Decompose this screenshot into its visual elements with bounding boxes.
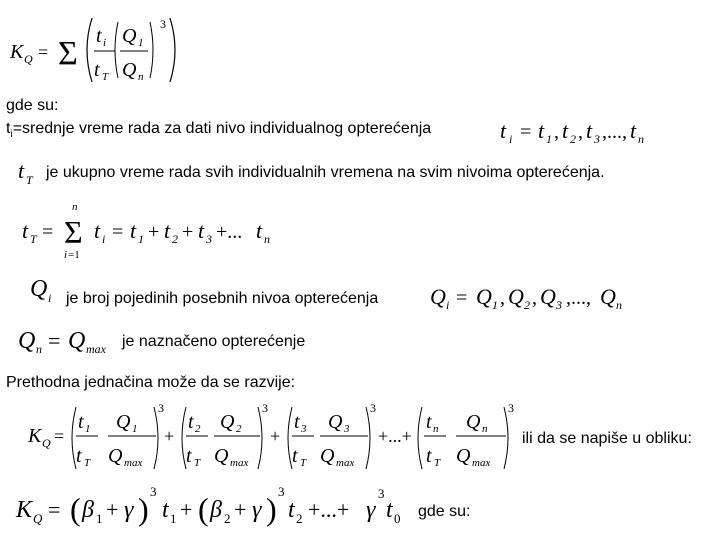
svg-text:,: ,	[578, 121, 583, 143]
svg-text:2: 2	[172, 232, 178, 246]
svg-text:γ: γ	[124, 497, 134, 523]
svg-text:Q: Q	[108, 445, 123, 467]
svg-text:t: t	[186, 445, 192, 467]
formula-kq-sum	[9, 17, 175, 83]
svg-text:1: 1	[132, 423, 138, 435]
svg-text:=: =	[112, 221, 124, 243]
svg-text:K: K	[28, 425, 42, 447]
svg-text:t: t	[426, 411, 432, 433]
svg-text:t: t	[18, 158, 25, 183]
svg-text:,...,: ,...,	[602, 121, 627, 143]
svg-text:,: ,	[500, 287, 505, 309]
svg-text:Q: Q	[122, 59, 137, 81]
svg-text:+: +	[106, 497, 119, 522]
svg-text:max: max	[124, 457, 143, 469]
svg-text:t: t	[292, 445, 298, 467]
formula-ti-list	[500, 118, 644, 146]
svg-text:n: n	[72, 201, 78, 213]
svg-text:t: t	[500, 118, 507, 143]
svg-text:3: 3	[160, 17, 166, 31]
svg-text:t: t	[162, 497, 169, 523]
svg-text:1: 1	[492, 298, 498, 312]
qn-definition: je naznačeno opterećenje	[122, 333, 306, 350]
svg-text:γ: γ	[366, 497, 376, 523]
svg-text:3: 3	[158, 401, 164, 415]
svg-text:3: 3	[508, 401, 514, 415]
formula-qi-list	[430, 284, 622, 312]
formula-kq-expanded	[27, 401, 514, 469]
svg-text:+...: +...	[216, 221, 243, 243]
svg-text:2: 2	[524, 298, 530, 312]
svg-text:3: 3	[344, 423, 350, 435]
svg-text:t: t	[22, 218, 29, 243]
svg-text:n: n	[433, 423, 439, 435]
svg-text:n: n	[616, 298, 622, 312]
svg-text:=: =	[54, 426, 65, 446]
prethodna-label: Prethodna jednačina može da se razvije:	[6, 374, 296, 391]
svg-text:t: t	[426, 445, 432, 467]
formula-kq-beta	[15, 484, 401, 527]
svg-text:t: t	[294, 411, 300, 433]
svg-text:1: 1	[546, 132, 552, 146]
svg-text:t: t	[130, 218, 137, 243]
svg-text:T: T	[102, 71, 109, 83]
svg-text:i: i	[103, 37, 107, 49]
svg-text:max: max	[86, 342, 106, 356]
svg-text:Q: Q	[33, 511, 43, 526]
svg-text:Q: Q	[456, 445, 471, 467]
svg-text:Q: Q	[540, 284, 556, 309]
svg-text:3: 3	[594, 132, 600, 146]
ti-prefix: t	[6, 120, 11, 137]
svg-text:t: t	[96, 25, 102, 47]
svg-text:Q: Q	[116, 411, 131, 433]
svg-text:i: i	[48, 291, 52, 305]
svg-text:+: +	[164, 426, 175, 446]
svg-text:,: ,	[554, 121, 559, 143]
svg-text:Q: Q	[320, 445, 335, 467]
svg-text:+...+: +...+	[378, 426, 412, 446]
svg-text:(: (	[70, 491, 81, 527]
svg-text:3: 3	[206, 232, 212, 246]
svg-text:3: 3	[556, 298, 562, 312]
svg-text:=: =	[48, 497, 61, 522]
svg-text:2: 2	[296, 511, 303, 526]
svg-text:Q: Q	[508, 284, 524, 309]
tt-definition: je ukupno vreme rada svih individualnih vremena na svim nivoima opterećenja.	[46, 164, 605, 181]
svg-text:Σ: Σ	[64, 214, 83, 250]
gde-su-label: gde su:	[6, 97, 59, 114]
svg-text:=: =	[520, 121, 532, 143]
svg-text:3: 3	[301, 423, 307, 435]
qi-definition: je broj pojedinih posebnih nivoa opterećenja	[66, 290, 379, 307]
svg-text:max: max	[336, 457, 355, 469]
svg-text:T: T	[300, 457, 307, 469]
svg-text:+: +	[148, 221, 160, 243]
svg-text:T: T	[26, 173, 33, 187]
svg-text:3: 3	[150, 484, 157, 499]
svg-text:1: 1	[138, 232, 144, 246]
svg-text:Q: Q	[476, 284, 492, 309]
svg-text:t: t	[562, 118, 569, 143]
svg-text:Q: Q	[430, 284, 446, 309]
svg-text:T: T	[434, 457, 441, 469]
svg-text:Q: Q	[466, 411, 481, 433]
svg-text:t: t	[256, 218, 263, 243]
svg-text:3: 3	[278, 484, 285, 499]
svg-text:n: n	[482, 423, 488, 435]
svg-text:i: i	[509, 132, 513, 146]
svg-text:2: 2	[570, 132, 576, 146]
svg-text:t: t	[538, 118, 545, 143]
svg-text:1: 1	[85, 423, 91, 435]
svg-text:+: +	[270, 426, 281, 446]
formula-tt-symbol	[18, 158, 34, 187]
svg-text:3: 3	[378, 486, 385, 501]
svg-text:+: +	[182, 221, 194, 243]
svg-text:+: +	[234, 497, 247, 522]
svg-text:Q: Q	[122, 25, 137, 47]
svg-text:t: t	[630, 118, 637, 143]
ti-sub: i	[10, 129, 13, 141]
svg-text:1: 1	[96, 511, 103, 526]
svg-text:=: =	[38, 42, 49, 62]
svg-text:2: 2	[236, 423, 242, 435]
svg-text:=: =	[48, 328, 61, 353]
svg-text:+: +	[180, 497, 193, 522]
svg-text:i: i	[102, 232, 106, 246]
formula-qi-symbol	[30, 276, 51, 305]
svg-text:t: t	[288, 497, 295, 523]
svg-text:n: n	[138, 71, 144, 83]
svg-text:t: t	[586, 118, 593, 143]
svg-text:γ: γ	[252, 497, 262, 523]
svg-text:Q: Q	[18, 328, 36, 354]
svg-text:t: t	[76, 445, 82, 467]
svg-text:Q: Q	[24, 52, 33, 66]
svg-text:t: t	[198, 218, 205, 243]
svg-text:n: n	[638, 132, 644, 146]
svg-text:(: (	[198, 491, 209, 527]
svg-text:T: T	[30, 232, 37, 246]
svg-text:T: T	[84, 457, 91, 469]
svg-text:Q: Q	[30, 276, 48, 302]
formula-qn-qmax	[18, 328, 107, 356]
svg-text:max: max	[230, 457, 249, 469]
svg-text:t: t	[386, 497, 393, 523]
svg-text:t: t	[78, 411, 84, 433]
svg-text:K: K	[10, 41, 24, 63]
svg-text:β: β	[210, 497, 222, 523]
svg-text:1: 1	[170, 511, 177, 526]
svg-text:,...,: ,...,	[566, 287, 591, 309]
svg-text:Q: Q	[220, 411, 235, 433]
svg-text:t: t	[94, 218, 101, 243]
svg-text:n: n	[36, 342, 42, 356]
svg-text:+...+: +...+	[308, 497, 350, 522]
svg-text:Σ: Σ	[58, 35, 78, 72]
svg-text:0: 0	[394, 511, 401, 526]
svg-text:β: β	[82, 497, 94, 523]
ti-desc: =srednje vreme rada za dati nivo individualnog opterećenja	[12, 120, 432, 137]
svg-text:=: =	[456, 287, 468, 309]
svg-text:3: 3	[262, 401, 268, 415]
svg-text:T: T	[194, 457, 201, 469]
svg-text:Q: Q	[42, 436, 51, 450]
svg-text:): )	[266, 491, 277, 527]
svg-text:t: t	[188, 411, 194, 433]
svg-text:=: =	[42, 221, 54, 243]
svg-text:n: n	[264, 232, 270, 246]
svg-text:1: 1	[138, 37, 144, 49]
svg-text:,: ,	[532, 287, 537, 309]
svg-text:2: 2	[195, 423, 201, 435]
svg-text:i: i	[64, 249, 68, 261]
svg-text:t: t	[164, 218, 171, 243]
svg-text:max: max	[472, 457, 491, 469]
svg-text:Q: Q	[328, 411, 343, 433]
svg-text:Q: Q	[68, 328, 86, 354]
gde-su-label-2: gde su:	[418, 503, 471, 520]
ili-label: ili da se napiše u obliku:	[522, 430, 692, 447]
svg-text:K: K	[16, 497, 33, 523]
svg-text:Q: Q	[600, 284, 616, 309]
svg-text:t: t	[94, 59, 100, 81]
svg-text:Q: Q	[214, 445, 229, 467]
formula-tt-sum	[22, 201, 270, 261]
svg-text:2: 2	[224, 511, 231, 526]
svg-text:): )	[138, 491, 149, 527]
svg-text:i: i	[446, 298, 450, 312]
svg-text:=1: =1	[68, 249, 80, 261]
svg-text:3: 3	[370, 401, 376, 415]
